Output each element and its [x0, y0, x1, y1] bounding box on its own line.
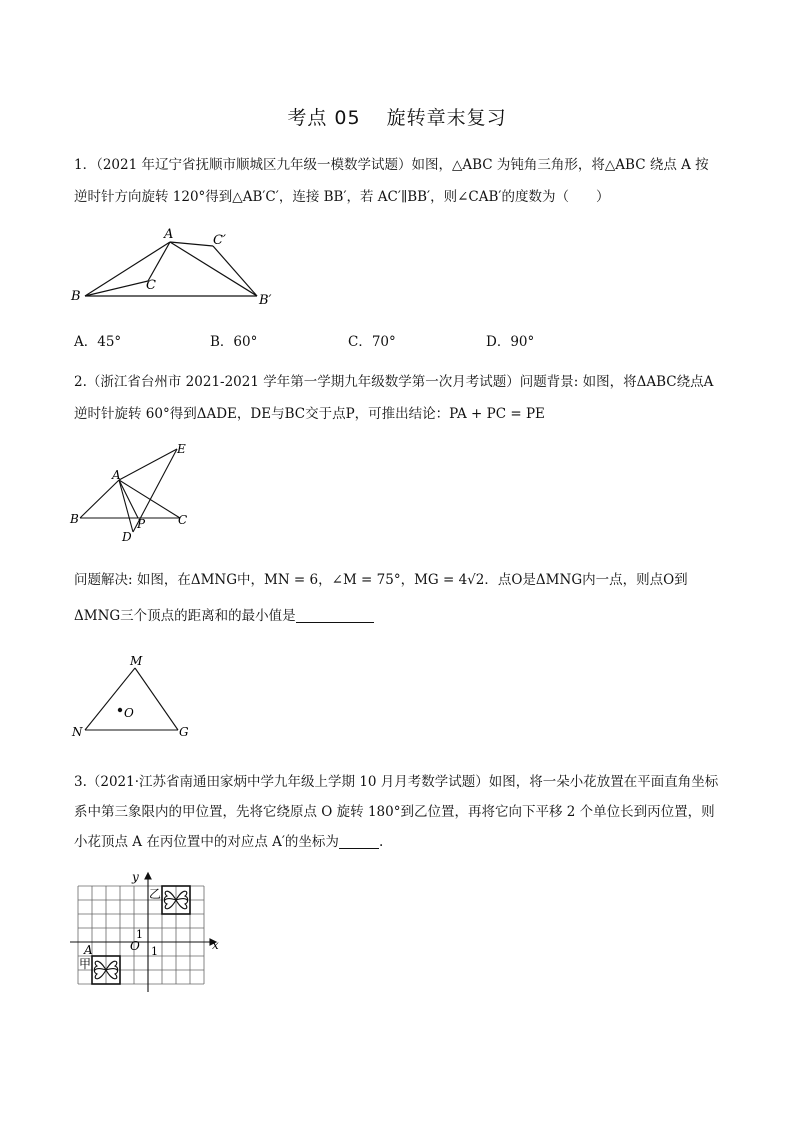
answer-blank[interactable]	[296, 608, 374, 623]
label-x: x	[212, 938, 219, 952]
segment-MN	[85, 668, 135, 730]
label-B: B	[70, 512, 79, 526]
label-E: E	[177, 442, 186, 456]
segment-BA	[85, 242, 170, 296]
point-O	[118, 708, 122, 712]
label-A: A	[112, 468, 121, 482]
q1-line1: 1．（2021 年辽宁省抚顺市顺城区九年级一模数学试题）如图，△ABC 为钝角三角形，将△ABC 绕点 A 按	[74, 157, 709, 173]
label-O: O	[130, 939, 140, 953]
title-part2: 旋转章末复习	[386, 107, 507, 129]
label-P: P	[137, 517, 146, 531]
segment-CA	[148, 242, 170, 281]
q2-solve-line2	[74, 606, 374, 626]
option-d: D．90°	[486, 334, 535, 350]
q3-line3-end: .	[378, 834, 384, 850]
option-c: C．70°	[348, 334, 396, 350]
q3-line1: 3.（2021·江苏省南通田家炳中学九年级上学期 10 月月考数学试题）如图，将一朵小花放置在平面直角坐标	[74, 774, 719, 790]
label-D: D	[122, 530, 132, 544]
label-C: C	[146, 278, 156, 293]
label-C1: C′	[213, 233, 226, 248]
label-B1: B′	[259, 293, 272, 308]
option-a: A．45°	[74, 334, 122, 350]
title-part1: 考点 05	[287, 107, 361, 129]
option-b: B．60°	[210, 334, 258, 350]
q3-line3	[74, 832, 383, 852]
label-yi: 乙	[149, 887, 162, 901]
label-one-y: 1	[136, 928, 143, 941]
label-M: M	[130, 654, 143, 668]
label-C: C	[178, 513, 188, 527]
label-jia: 甲	[79, 957, 92, 971]
y-axis-arrow	[145, 873, 151, 879]
segment-BA	[80, 480, 119, 518]
q3-line3-text: 小花顶点 A 在丙位置中的对应点 A′的坐标为	[74, 834, 339, 850]
segment-BC	[85, 281, 148, 296]
label-N: N	[72, 725, 83, 739]
label-G: G	[179, 725, 189, 739]
segment-AB1	[170, 242, 257, 296]
label-A: A	[164, 227, 174, 242]
q3-grid-figure	[70, 868, 230, 996]
q1-figure	[60, 225, 290, 310]
q2-solve-line2-text: ΔMNG三个顶点的距离和的最小值是	[74, 608, 296, 624]
label-A: A	[84, 943, 93, 957]
q2-figure-background	[62, 440, 202, 545]
label-O: O	[124, 706, 134, 720]
q2-solve-line1: 问题解决: 如图，在ΔMNG中，MN = 6，∠M = 75°，MG = 4√2．点O是ΔMNG内一点，则点O到	[74, 572, 688, 588]
page-title	[0, 103, 794, 130]
q2-line2: 逆时针旋转 60°得到ΔADE，DE与BC交于点P，可推出结论：PA + PC = PE	[74, 406, 545, 422]
label-B: B	[71, 289, 81, 304]
answer-blank-q3[interactable]	[339, 834, 379, 849]
q2-figure-mng	[68, 650, 198, 742]
segment-C1B1	[213, 246, 257, 296]
label-y: y	[132, 870, 139, 884]
q3-line2: 系中第三象限内的甲位置，先将它绕原点 O 旋转 180°到乙位置，再将它向下平移 2 个单位长到丙位置，则	[74, 804, 715, 820]
q1-line2: 逆时针方向旋转 120°得到△AB′C′，连接 BB′，若 AC′∥BB′，则∠CAB′的度数为（ ）	[74, 189, 610, 205]
segment-MG	[135, 668, 178, 730]
label-one-x: 1	[151, 945, 158, 958]
q2-line1: 2.（浙江省台州市 2021-2021 学年第一学期九年级数学第一次月考试题）问题背景: 如图，将ΔABC绕点A	[74, 374, 714, 390]
